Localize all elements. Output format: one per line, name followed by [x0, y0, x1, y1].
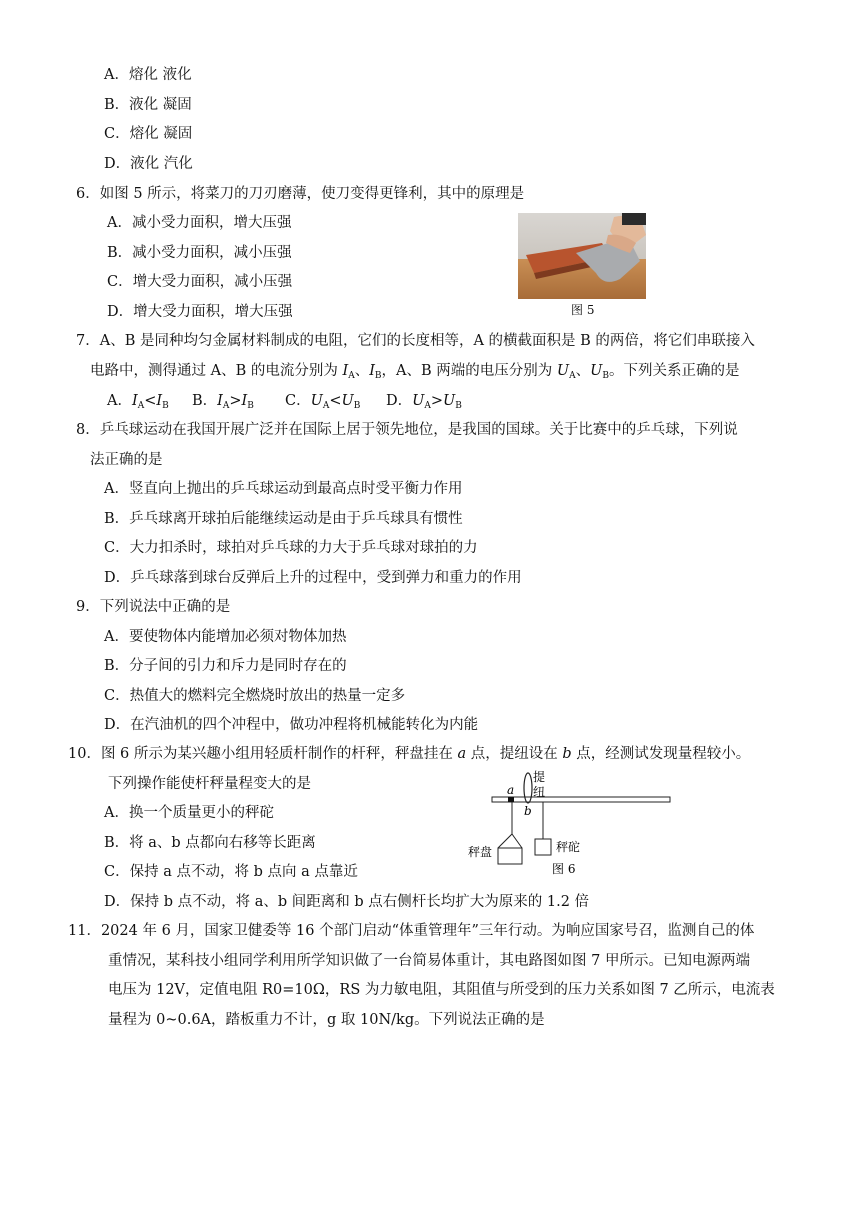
q9-stem: 9．下列说法中正确的是	[76, 599, 231, 615]
q7-option-a: A．$I_A<I_B$	[107, 393, 169, 411]
q8-option-b: B．乒乓球离开球拍后能继续运动是由于乒乓球具有惯性	[104, 511, 463, 527]
q8-option-a: A．竖直向上抛出的乒乓球运动到最高点时受平衡力作用	[104, 481, 463, 497]
q8-option-d: D．乒乓球落到球台反弹后上升的过程中，受到弹力和重力的作用	[104, 570, 522, 586]
point-b-label: b	[524, 804, 532, 818]
q5-option-a: A．熔化 液化	[104, 67, 192, 83]
q7-option-c: C．$U_A<U_B$	[285, 393, 361, 411]
point-a-label: a	[507, 783, 515, 797]
q5-option-c: C．熔化 凝固	[104, 126, 193, 142]
q7-option-d: D．$U_A>U_B$	[386, 393, 462, 411]
q8-stem-line1: 8．乒乓球运动在我国开展广泛并在国际上居于领先地位，是我国的国球。关于比赛中的乒乓球，下列说	[76, 422, 738, 438]
q10-stem-line2: 下列操作能使杆秤量程变大的是	[108, 776, 311, 792]
q10-option-d: D．保持 b 点不动，将 a、b 间距离和 b 点右侧杆长均扩大为原来的 1.2 倍	[104, 894, 590, 910]
q9-option-b: B．分子间的引力和斥力是同时存在的	[104, 658, 347, 674]
q6-stem: 6．如图 5 所示，将菜刀的刀刃磨薄，使刀变得更锋利，其中的原理是	[76, 186, 525, 202]
q6-option-b: B．减小受力面积，减小压强	[107, 245, 292, 261]
q6-option-a: A．减小受力面积，增大压强	[107, 215, 292, 231]
q11-line4: 量程为 0~0.6A，踏板重力不计，g 取 10N/kg。下列说法正确的是	[108, 1012, 545, 1028]
q10-option-c: C．保持 a 点不动，将 b 点向 a 点靠近	[104, 864, 358, 880]
q6-option-d: D．增大受力面积，增大压强	[107, 304, 293, 320]
knife-sharpening-photo	[518, 213, 646, 299]
q7-stem-line1: 7．A、B 是同种均匀金属材料制成的电阻，它们的长度相等，A 的横截面积是 B 的两倍，将它们串联接入	[76, 333, 755, 349]
weight-label: 秤砣	[556, 840, 581, 854]
steelyard-figure	[462, 766, 672, 878]
knob-label-1: 提	[533, 770, 546, 784]
q10-option-a: A．换一个质量更小的秤砣	[104, 805, 274, 821]
q11-line1: 11．2024 年 6 月，国家卫健委等 16 个部门启动“体重管理年”三年行动。为响应国家号召，监测自己的体	[68, 923, 755, 939]
q5-option-d: D．液化 汽化	[104, 156, 193, 172]
figure-5-caption: 图 5	[571, 303, 595, 317]
q11-line2: 重情况，某科技小组同学利用所学知识做了一台简易体重计，其电路图如图 7 甲所示。已知电源两端	[108, 953, 750, 969]
q5-option-b: B．液化 凝固	[104, 97, 192, 113]
knob-label-2: 纽	[533, 785, 546, 799]
q10-option-b: B．将 a、b 点都向右移等长距离	[104, 835, 316, 851]
q7-stem-line2: 电路中，测得通过 A、B 的电流分别为 $I_A$、$I_B$，A、B 两端的电压分别为 $U_A$、$U_B$。下列关系正确的是	[90, 363, 740, 381]
q10-stem-line1: 10．图 6 所示为某兴趣小组用轻质杆制作的杆秤，秤盘挂在 a 点，提纽设在 b 点，经测试发现量程较小。	[68, 746, 751, 762]
q9-option-d: D．在汽油机的四个冲程中，做功冲程将机械能转化为内能	[104, 717, 479, 733]
q11-line3: 电压为 12V，定值电阻 R0=10Ω，RS 为力敏电阻，其阻值与所受到的压力关系如图 7 乙所示，电流表	[108, 982, 775, 998]
q6-option-c: C．增大受力面积，减小压强	[107, 274, 293, 290]
figure-6-caption: 图 6	[552, 862, 576, 876]
q7-option-b: B．$I_A>I_B$	[192, 393, 254, 411]
q8-option-c: C．大力扣杀时，球拍对乒乓球的力大于乒乓球对球拍的力	[104, 540, 478, 556]
q8-stem-line2: 法正确的是	[90, 452, 163, 468]
pan-label: 秤盘	[468, 845, 493, 859]
q9-option-c: C．热值大的燃料完全燃烧时放出的热量一定多	[104, 688, 406, 704]
q9-option-a: A．要使物体内能增加必须对物体加热	[104, 629, 347, 645]
